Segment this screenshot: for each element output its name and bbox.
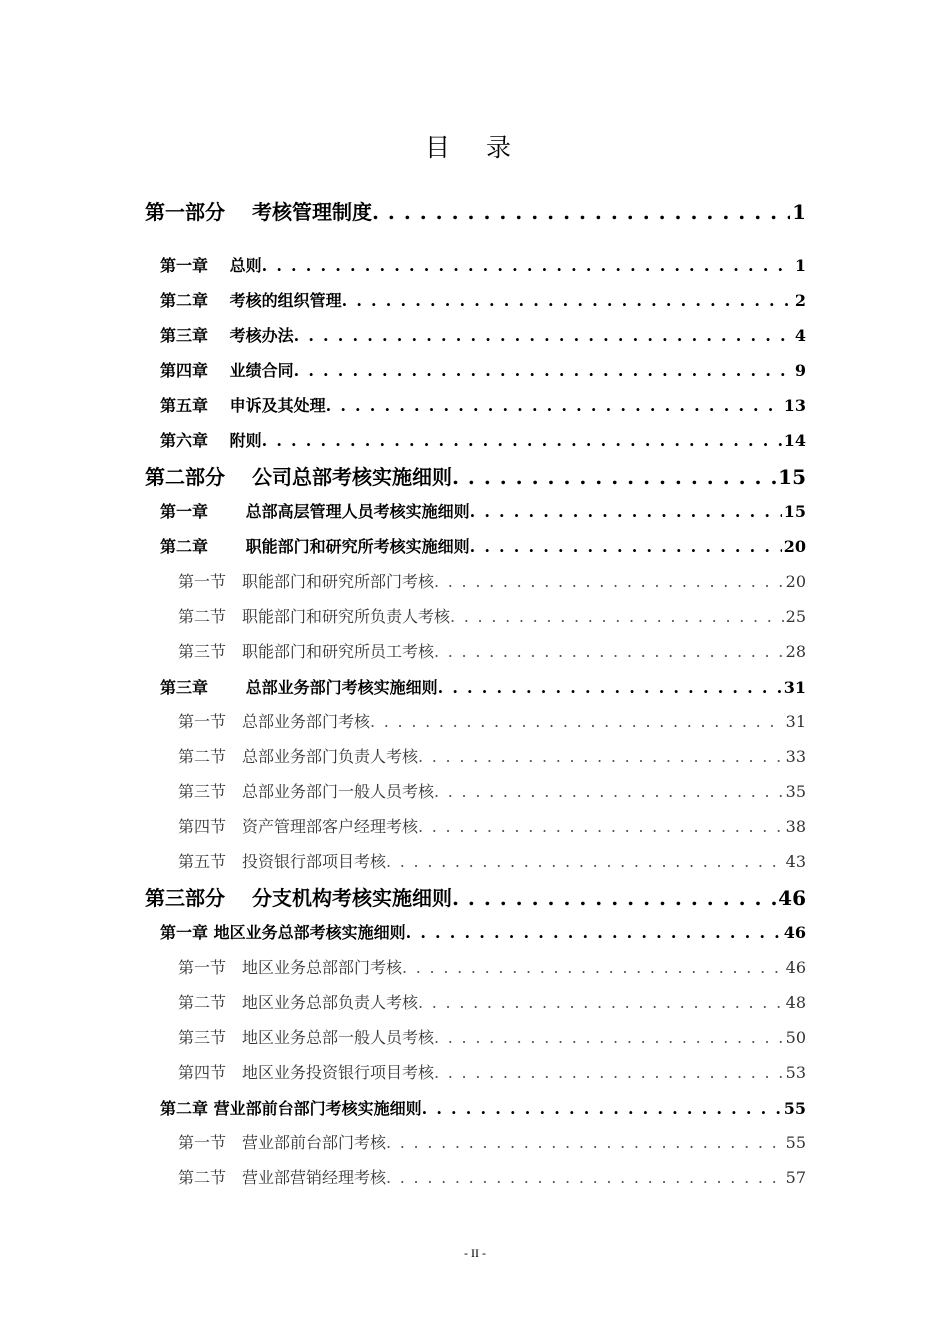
leader-dots: [470, 502, 782, 521]
leader-dots: [434, 642, 784, 661]
toc-entry-chapter[interactable]: 第一章 总则 . . . 1: [160, 253, 806, 276]
toc-entry-chapter[interactable]: 第二章 营业部前台部门考核实施细则 . . . 55: [160, 1096, 806, 1119]
leader-dots: [438, 678, 782, 697]
leader-dots: [294, 326, 793, 345]
toc-entry-section[interactable]: 第三节 地区业务总部一般人员考核 . . . 50: [178, 1025, 806, 1048]
toc-entry-section[interactable]: 第二节 地区业务总部负责人考核 . . . 48: [178, 990, 806, 1013]
toc-entry-section[interactable]: 第三节 总部业务部门一般人员考核 . . . 35: [178, 779, 806, 802]
leader-dots: [434, 782, 784, 801]
leader-dots: [406, 923, 782, 942]
leader-dots: [452, 465, 776, 489]
toc-entry-part[interactable]: 第一部分 考核管理制度 . . . 1: [145, 196, 806, 225]
toc-entry-section[interactable]: 第一节 地区业务总部部门考核 . . . 46: [178, 955, 806, 978]
leader-dots: [386, 1133, 784, 1152]
toc-entry-section[interactable]: 第三节 职能部门和研究所员工考核 . . . 28: [178, 639, 806, 662]
toc-entry-chapter[interactable]: 第一章 地区业务总部考核实施细则 . . . 46: [160, 920, 806, 943]
leader-dots: [434, 1028, 784, 1047]
toc-entry-chapter[interactable]: 第五章 申诉及其处理 . . . 13: [160, 393, 806, 416]
leader-dots: [370, 712, 784, 731]
leader-dots: [262, 431, 782, 450]
leader-dots: [418, 817, 784, 836]
toc-entry-chapter[interactable]: 第一章 总部高层管理人员考核实施细则 . . . 15: [160, 499, 806, 522]
leader-dots: [342, 291, 793, 310]
leader-dots: [386, 1168, 784, 1187]
leader-dots: [294, 361, 793, 380]
leader-dots: [372, 200, 790, 224]
leader-dots: [422, 1099, 782, 1118]
leader-dots: [262, 256, 793, 275]
toc-entry-chapter[interactable]: 第四章 业绩合同 . . . 9: [160, 358, 806, 381]
toc-entry-part[interactable]: 第三部分 分支机构考核实施细则 . . . 46: [145, 882, 806, 911]
toc-entry-chapter[interactable]: 第二章 考核的组织管理 . . . 2: [160, 288, 806, 311]
toc-entry-chapter[interactable]: 第三章 考核办法 . . . 4: [160, 323, 806, 346]
toc-entry-section[interactable]: 第五节 投资银行部项目考核 . . . 43: [178, 849, 806, 872]
toc-entry-section[interactable]: 第一节 营业部前台部门考核 . . . 55: [178, 1130, 806, 1153]
toc-entry-chapter[interactable]: 第三章 总部业务部门考核实施细则 . . . 31: [160, 675, 806, 698]
leader-dots: [326, 396, 782, 415]
leader-dots: [386, 852, 784, 871]
toc-entry-chapter[interactable]: 第二章 职能部门和研究所考核实施细则 . . . 20: [160, 534, 806, 557]
leader-dots: [452, 886, 776, 910]
toc-entry-section[interactable]: 第二节 职能部门和研究所负责人考核 . . . 25: [178, 604, 806, 627]
leader-dots: [450, 607, 784, 626]
toc-entry-chapter[interactable]: 第六章 附则 . . . 14: [160, 428, 806, 451]
leader-dots: [402, 958, 784, 977]
toc-entry-section[interactable]: 第一节 职能部门和研究所部门考核 . . . 20: [178, 569, 806, 592]
toc-entry-section[interactable]: 第四节 地区业务投资银行项目考核 . . . 53: [178, 1060, 806, 1083]
leader-dots: [418, 993, 784, 1012]
leader-dots: [434, 572, 784, 591]
toc-entry-section[interactable]: 第四节 资产管理部客户经理考核 . . . 38: [178, 814, 806, 837]
toc-entry-section[interactable]: 第一节 总部业务部门考核 . . . 31: [178, 709, 806, 732]
leader-dots: [470, 537, 782, 556]
toc-entry-part[interactable]: 第二部分 公司总部考核实施细则 . . . 15: [145, 461, 806, 490]
toc-entry-section[interactable]: 第二节 总部业务部门负责人考核 . . . 33: [178, 744, 806, 767]
toc-title: 目 录: [425, 133, 525, 162]
page-number: - II -: [464, 1246, 486, 1260]
leader-dots: [434, 1063, 784, 1082]
toc-entry-section[interactable]: 第二节 营业部营销经理考核 . . . 57: [178, 1165, 806, 1188]
leader-dots: [418, 747, 784, 766]
